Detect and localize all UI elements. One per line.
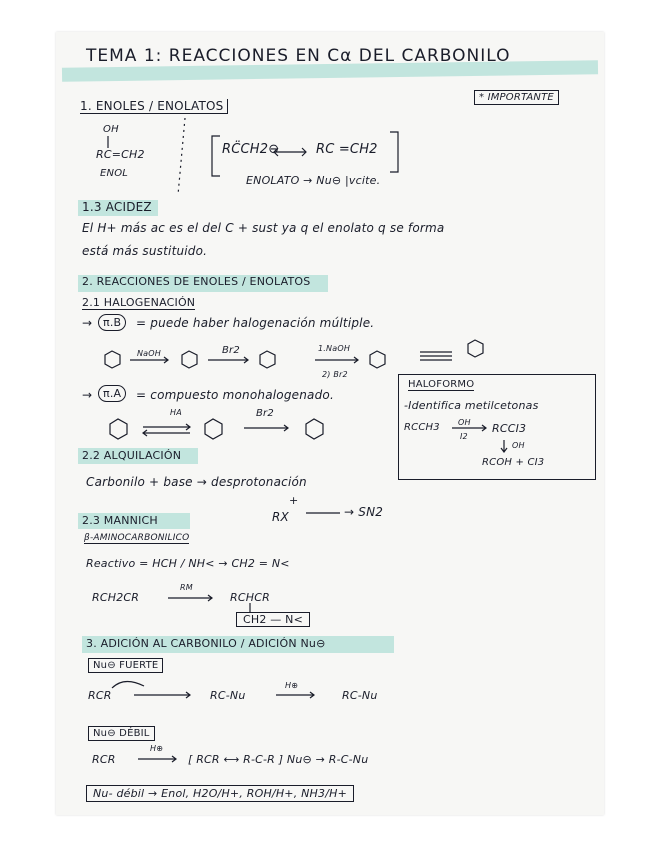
- reagent: H⊕: [150, 744, 164, 753]
- reagent: NaOH: [137, 349, 161, 358]
- reagent: Br2: [256, 408, 274, 419]
- alkylation-rx: RX: [272, 510, 289, 524]
- mannich-box: CH2 — N<: [236, 612, 310, 627]
- resonance-right: RC =CH2: [316, 142, 378, 157]
- haloformo-product2: RCOH + CI3: [482, 457, 545, 468]
- reagent: Br2: [222, 345, 240, 356]
- beta-label: β-AMINOCARBONILICO: [84, 533, 190, 543]
- alkylation-plus: +: [289, 494, 299, 507]
- acidity-line-2: está más sustituido.: [82, 244, 208, 258]
- acid-label: π.A: [98, 385, 126, 402]
- haloformo-title: HALOFORMO: [408, 379, 475, 390]
- haloformo-product1: RCCI3: [492, 422, 527, 435]
- mannich-reactant: RCH2CR: [92, 591, 140, 604]
- subsection-heading: 2.2 ALQUILACIÓN: [82, 449, 182, 462]
- reagent: 2) Br2: [322, 370, 348, 379]
- strong-intermediate: RC-Nu: [210, 689, 246, 702]
- mannich-reactive-line: Reactivo = HCH / NH< → CH2 = N<: [86, 557, 290, 570]
- haloformo-reactant: RCCH3: [404, 422, 440, 433]
- enolate-line: ENOLATO → Nu⊖ |vcite.: [246, 174, 381, 187]
- acidity-line-1: El H+ más ac es el del C + sust ya q el enolato q se forma: [82, 221, 445, 235]
- strong-reactant: RCR: [88, 689, 112, 702]
- enol-formula: RC=CH2: [96, 148, 145, 161]
- page-title: TEMA 1: REACCIONES EN Cα DEL CARBONILO: [86, 46, 511, 66]
- reagent: 1.NaOH: [318, 344, 351, 353]
- resonance-left: RC̈CH2⊖: [222, 142, 280, 157]
- reagent: I2: [460, 432, 468, 441]
- reagent: OH: [512, 441, 525, 450]
- section-heading: 1. ENOLES / ENOLATOS: [80, 99, 228, 114]
- enol-oh: OH: [103, 124, 119, 135]
- important-tag: * IMPORTANTE: [474, 90, 559, 105]
- acid-arrow: →: [82, 388, 93, 402]
- section-heading: 1.3 ACIDEZ: [82, 200, 152, 214]
- strong-product: RC-Nu: [342, 689, 378, 702]
- basic-text: = puede haber halogenación múltiple.: [136, 316, 375, 330]
- basic-arrow: →: [82, 316, 93, 330]
- haloformo-line1: -Identifica metilcetonas: [404, 399, 539, 412]
- weak-reactant: RCR: [92, 753, 116, 766]
- alkylation-sn2: → SN2: [344, 505, 384, 519]
- alkylation-line: Carbonilo + base → desprotonación: [86, 475, 307, 489]
- strong-nu-label: Nu⊖ FUERTE: [88, 658, 163, 673]
- weak-resonance: [ RCR ⟷ R-C-R ] Nu⊖ → R-C-Nu: [188, 753, 369, 766]
- subsection-heading: 2.3 MANNICH: [82, 514, 158, 527]
- reagent: HA: [170, 408, 182, 417]
- basic-label: π.B: [98, 314, 126, 331]
- subsection-heading: 2.1 HALOGENACIÓN: [82, 296, 196, 309]
- mannich-product: RCHCR: [230, 591, 270, 604]
- enol-label: ENOL: [100, 168, 129, 179]
- reagent: OH: [458, 418, 471, 427]
- weak-nu-label: Nu⊖ DÉBIL: [88, 726, 155, 741]
- section-heading: 2. REACCIONES DE ENOLES / ENOLATOS: [82, 275, 311, 288]
- weak-nu-footer: Nu- débil → Enol, H2O/H+, ROH/H+, NH3/H+: [86, 785, 354, 802]
- acid-text: = compuesto monohalogenado.: [136, 388, 334, 402]
- reagent: RM: [180, 583, 193, 592]
- section-heading: 3. ADICIÓN AL CARBONILO / ADICIÓN Nu⊖: [86, 637, 326, 650]
- reagent: H⊕: [285, 681, 299, 690]
